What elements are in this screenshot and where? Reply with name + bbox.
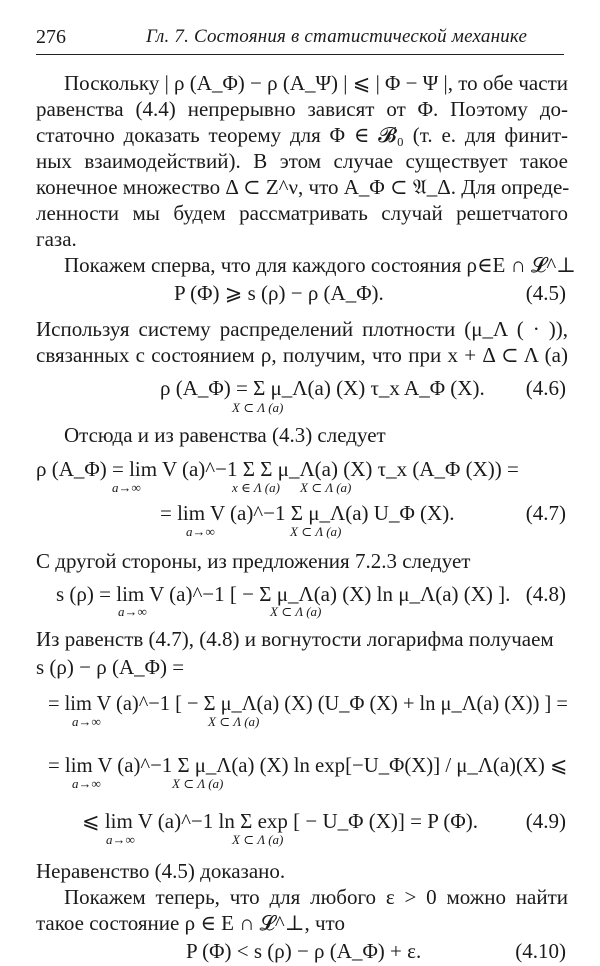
- limit-subscript: a→∞: [118, 604, 147, 619]
- text-line: ных взаимодействий). В этом случае существует такое: [36, 149, 568, 173]
- equation-4-8: s (ρ) = lim V (a)^−1 [ − Σ μ_Λ(a) (X) ln μ_Λ(a) (X) ].: [56, 582, 511, 606]
- text-line: Отсюда и из равенства (4.3) следует: [64, 423, 386, 447]
- text-line: Из равенств (4.7), (4.8) и вогнутости логарифма получаем: [36, 627, 554, 651]
- sum-subscript: X ⊂ Λ (a): [300, 480, 352, 495]
- sum-subscript: X ⊂ Λ (a): [232, 832, 284, 847]
- limit-subscript: a→∞: [186, 524, 215, 539]
- text-line: ленности мы будем рассматривать случай решетчатого: [36, 201, 568, 225]
- sum-subscript: X ⊂ Λ (a): [208, 714, 260, 729]
- text-line: связанных с состоянием ρ, получим, что при x + Δ ⊂ Λ (a): [36, 343, 568, 367]
- equation-4-6: ρ (A_Φ) = Σ μ_Λ(a) (X) τ_x A_Φ (X).: [160, 376, 485, 400]
- page-header: [36, 20, 564, 55]
- equation-4-9-line-2: = lim V (a)^−1 [ − Σ μ_Λ(a) (X) (U_Φ (X) + ln μ_Λ(a) (X)) ] =: [48, 691, 568, 715]
- text-line: газа.: [36, 227, 77, 251]
- equation-4-9-line-1: s (ρ) − ρ (A_Φ) =: [36, 655, 185, 679]
- equation-4-7-line-1: ρ (A_Φ) = lim V (a)^−1 Σ Σ μ_Λ(a) (X) τ_x (A_Φ (X)) =: [36, 457, 519, 481]
- text-line: статочно доказать теорему для Φ ∈ 𝓑₀ (т. е. для финит-: [36, 123, 568, 147]
- limit-subscript: a→∞: [106, 832, 135, 847]
- text-line: С другой стороны, из предложения 7.2.3 следует: [36, 549, 471, 573]
- equation-number: (4.7): [525, 501, 566, 525]
- equation-4-5: P (Φ) ⩾ s (ρ) − ρ (A_Φ).: [174, 281, 384, 305]
- limit-subscript: a→∞: [72, 714, 101, 729]
- sum-subscript: x ∈ Λ (a): [232, 480, 280, 495]
- equation-number: (4.6): [525, 376, 566, 400]
- sum-subscript: X ⊂ Λ (a): [172, 776, 224, 791]
- equation-number: (4.8): [525, 582, 566, 606]
- text-line: Используя систему распределений плотности (μ_Λ ( · )),: [36, 317, 568, 341]
- equation-4-10: P (Φ) < s (ρ) − ρ (A_Φ) + ε.: [186, 939, 422, 963]
- equation-4-7-line-2: = lim V (a)^−1 Σ μ_Λ(a) U_Φ (X).: [160, 501, 455, 525]
- sum-subscript: X ⊂ Λ (a): [232, 400, 284, 415]
- equation-number: (4.10): [515, 939, 566, 963]
- text-line: такое состояние ρ ∈ E ∩ 𝓛^⊥, что: [36, 911, 345, 935]
- equation-number: (4.5): [525, 281, 566, 305]
- equation-4-9-line-3: = lim V (a)^−1 Σ μ_Λ(a) (X) ln exp[−U_Φ(X)] / μ_Λ(a)(X) ⩽: [48, 753, 568, 777]
- text-line: Покажем теперь, что для любого ε > 0 можно найти: [64, 885, 568, 909]
- text-line: Поскольку | ρ (A_Φ) − ρ (A_Ψ) | ⩽ | Φ − Ψ |, то обе части: [64, 71, 568, 95]
- equation-4-9-line-4: ⩽ lim V (a)^−1 ln Σ exp [ − U_Φ (X)] = P (Φ).: [82, 809, 478, 833]
- limit-subscript: a→∞: [112, 480, 141, 495]
- sum-subscript: X ⊂ Λ (a): [290, 524, 342, 539]
- page-number: 276: [36, 26, 66, 48]
- limit-subscript: a→∞: [72, 776, 101, 791]
- text-line: конечное множество Δ ⊂ Z^ν, что A_Φ ⊂ 𝔄_Δ. Для опреде-: [36, 175, 570, 199]
- text-line: Неравенство (4.5) доказано.: [36, 859, 286, 883]
- equation-number: (4.9): [525, 809, 566, 833]
- running-title: Гл. 7. Состояния в статистической механике: [146, 26, 528, 47]
- text-line: равенства (4.4) непрерывно зависят от Φ. Поэтому до-: [36, 97, 568, 121]
- sum-subscript: X ⊂ Λ (a): [270, 604, 322, 619]
- text-line: Покажем сперва, что для каждого состояния ρ∈E ∩ 𝓛^⊥: [64, 253, 576, 277]
